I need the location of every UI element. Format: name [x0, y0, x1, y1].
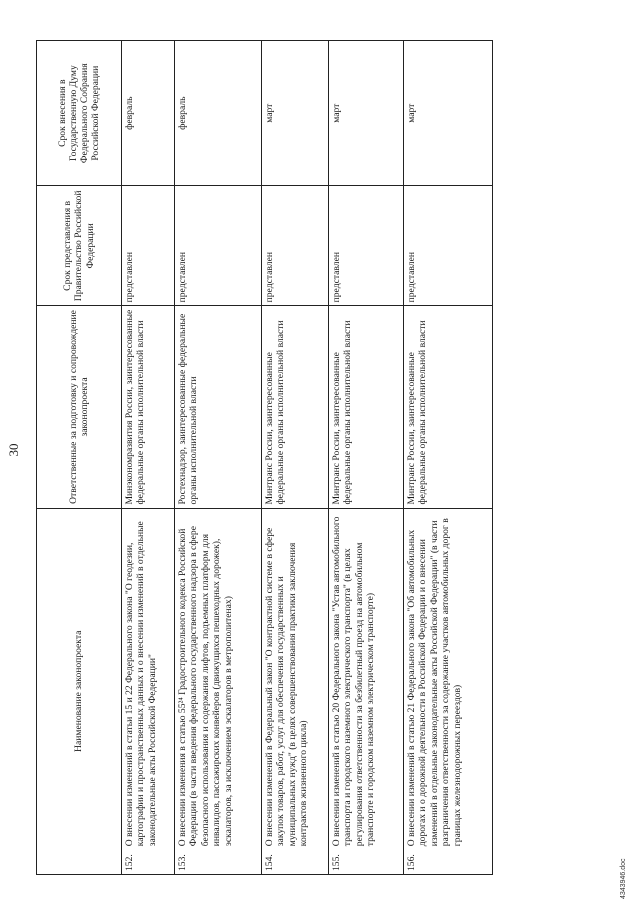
duma-deadline: февраль	[175, 41, 262, 186]
document-code: 4343946.doc	[620, 858, 627, 899]
row-number: 155.	[329, 849, 404, 874]
header-gov-deadline: Срок представления в Правительство Российской Федерации	[37, 186, 122, 306]
gov-deadline: представлен	[122, 186, 175, 306]
table-row	[122, 41, 175, 875]
gov-deadline: представлен	[329, 186, 404, 306]
duma-deadline: март	[262, 41, 329, 186]
header-responsible: Ответственные за подготовку и сопровождение законопроекта	[37, 306, 122, 508]
row-number: 153.	[175, 849, 262, 874]
table-row	[404, 41, 493, 875]
gov-deadline: представлен	[262, 186, 329, 306]
responsible-bodies: Минтранс России, заинтересованные федеральные органы исполнительной власти	[329, 306, 404, 508]
bill-name: О внесении изменений в статью 21 Федерального закона "Об автомобильных дорогах и о дорожной деятельности в Российской Федерации и о внесении изменений в отдельные законодательные акты Российской Федерации" (в части разграничения ответственности за содержание участков автомобильных дорог в границах железнодорожных переездов)	[404, 508, 493, 849]
row-number: 156.	[404, 849, 493, 874]
duma-deadline: март	[329, 41, 404, 186]
row-number: 154.	[262, 849, 329, 874]
responsible-bodies: Ростехнадзор, заинтересованные федеральные органы исполнительной власти	[175, 306, 262, 508]
gov-deadline: представлен	[404, 186, 493, 306]
table-row	[329, 41, 404, 875]
table-header-row	[37, 41, 122, 875]
gov-deadline: представлен	[175, 186, 262, 306]
responsible-bodies: Минэкономразвития России, заинтересованные федеральные органы исполнительной власти	[122, 306, 175, 508]
bill-name: О внесении изменений в статьи 15 и 22 Федерального закона "О геодезии, картографии и пространственных данных и о внесении изменений в отдельные законодательные акты Российской Федерации"	[122, 508, 175, 849]
page-number: 30	[6, 443, 21, 457]
header-duma-deadline: Срок внесения в Государственную Думу Федерального Собрания Российской Федерации	[37, 41, 122, 186]
duma-deadline: февраль	[122, 41, 175, 186]
table-row	[175, 41, 262, 875]
responsible-bodies: Минтранс России, заинтересованные федеральные органы исполнительной власти	[262, 306, 329, 508]
responsible-bodies: Минтранс России, заинтересованные федеральные органы исполнительной власти	[404, 306, 493, 508]
table-row	[262, 41, 329, 875]
row-number: 152.	[122, 849, 175, 874]
bills-table	[36, 40, 493, 875]
bill-name: О внесении изменения в статью 55²⁴ Градостроительного кодекса Российской Федерации (в части введения федерального государственного надзора в сфере безопасного использования и содержания лифтов, подъемных платформ для инвалидов, пассажирских конвейеров (движущихся пешеходных дорожек), эскалаторов, за исключением эскалаторов в метрополитенах)	[175, 508, 262, 849]
bill-name: О внесении изменений в статью 20 Федерального закона "Устав автомобильного транспорта и городского наземного электрического транспорта" (в целях регулирования ответственности за безбилетный проезд на автомобильном транспорте и городском наземном электрическом транспорте)	[329, 508, 404, 849]
duma-deadline: март	[404, 41, 493, 186]
header-name: Наименование законопроекта	[37, 508, 122, 874]
bill-name: О внесении изменений в Федеральный закон "О контрактной системе в сфере закупок товаров, работ, услуг для обеспечения государственных и муниципальных нужд" (в целях совершенствования практики заключения контрактов жизненного цикла)	[262, 508, 329, 849]
